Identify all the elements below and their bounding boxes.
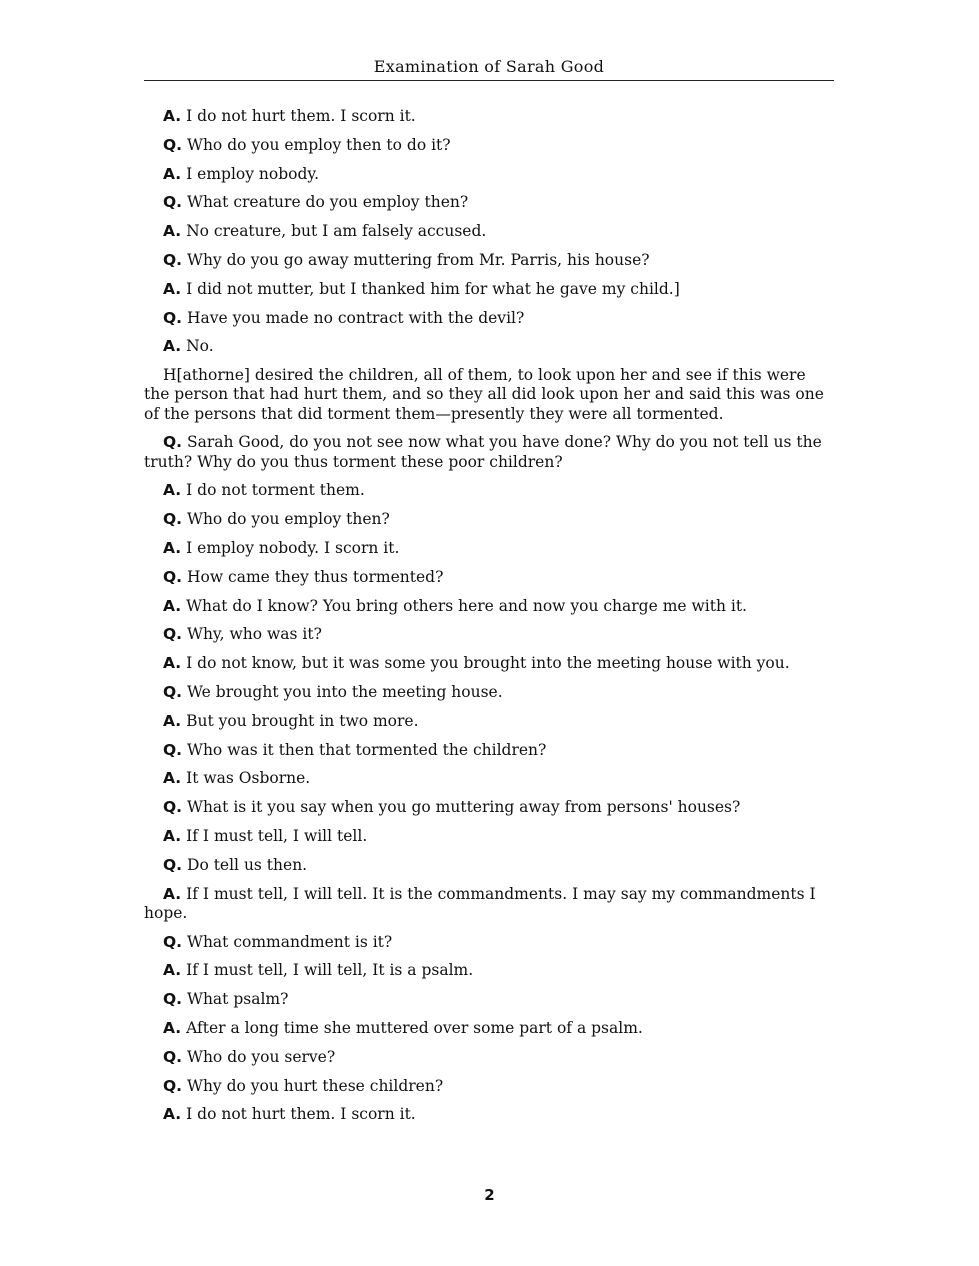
- speaker-label: Q.: [163, 740, 183, 759]
- paragraph-text: Why, who was it?: [187, 625, 322, 644]
- paragraph-text: If I must tell, I will tell.: [186, 826, 368, 845]
- paragraph-text: It was Osborne.: [186, 769, 311, 788]
- speaker-label: Q.: [163, 798, 183, 817]
- transcript-paragraph: [144, 827, 834, 846]
- transcript-paragraph: [144, 961, 834, 980]
- paragraph-text: Why do you go away muttering from Mr. Parris, his house?: [187, 250, 650, 269]
- transcript-paragraph: [144, 1105, 834, 1124]
- paragraph-text: I do not hurt them. I scorn it.: [186, 107, 416, 125]
- paragraph-text: If I must tell, I will tell. It is the commandments. I may say my commandments I hope.: [144, 884, 816, 922]
- paragraph-text: Who was it then that tormented the children?: [187, 740, 547, 759]
- transcript-paragraph: [144, 568, 834, 587]
- transcript-paragraph: [144, 1019, 834, 1038]
- speaker-label: Q.: [163, 567, 183, 586]
- speaker-label: A.: [163, 884, 182, 903]
- header-rule: [144, 80, 834, 81]
- transcript-paragraph: [144, 712, 834, 731]
- paragraph-text: What psalm?: [187, 990, 289, 1009]
- speaker-label: A.: [163, 337, 182, 356]
- speaker-label: Q.: [163, 855, 183, 874]
- transcript-body: [144, 107, 834, 1134]
- speaker-label: A.: [163, 538, 182, 557]
- speaker-label: A.: [163, 1105, 182, 1124]
- speaker-label: A.: [163, 279, 182, 298]
- speaker-label: Q.: [163, 193, 183, 212]
- transcript-paragraph: [144, 280, 834, 299]
- paragraph-text: What creature do you employ then?: [187, 193, 469, 212]
- paragraph-text: I do not know, but it was some you brought into the meeting house with you.: [186, 654, 790, 673]
- transcript-paragraph: [144, 933, 834, 952]
- paragraph-text: I employ nobody. I scorn it.: [186, 538, 400, 557]
- transcript-paragraph: [144, 683, 834, 702]
- transcript-paragraph: [144, 433, 834, 471]
- speaker-label: A.: [163, 596, 182, 615]
- paragraph-text: We brought you into the meeting house.: [187, 682, 503, 701]
- speaker-label: Q.: [163, 1076, 183, 1095]
- transcript-paragraph: [144, 539, 834, 558]
- transcript-paragraph: [144, 309, 834, 328]
- transcript-paragraph: [144, 625, 834, 644]
- paragraph-text: H[athorne] desired the children, all of them, to look upon her and see if this were the person that had hurt them, and so they all did look upon her and said this was one of the persons that did torment them—presently they were all tormented.: [144, 366, 824, 423]
- speaker-label: Q.: [163, 308, 183, 327]
- transcript-paragraph: [144, 885, 834, 923]
- transcript-paragraph: [144, 481, 834, 500]
- narrative-paragraph: [144, 366, 834, 424]
- paragraph-text: I employ nobody.: [186, 164, 320, 183]
- paragraph-text: What commandment is it?: [187, 932, 393, 951]
- paragraph-text: Why do you hurt these children?: [187, 1076, 444, 1095]
- transcript-paragraph: [144, 798, 834, 817]
- speaker-label: A.: [163, 481, 182, 500]
- speaker-label: A.: [163, 711, 182, 730]
- speaker-label: A.: [163, 164, 182, 183]
- speaker-label: A.: [163, 654, 182, 673]
- speaker-label: A.: [163, 107, 182, 125]
- speaker-label: Q.: [163, 433, 183, 452]
- speaker-label: Q.: [163, 682, 183, 701]
- transcript-paragraph: [144, 337, 834, 356]
- paragraph-text: No.: [186, 337, 214, 356]
- paragraph-text: If I must tell, I will tell, It is a psalm.: [186, 961, 474, 980]
- paragraph-text: Who do you serve?: [187, 1047, 336, 1066]
- speaker-label: Q.: [163, 250, 183, 269]
- transcript-paragraph: [144, 1048, 834, 1067]
- paragraph-text: I do not torment them.: [186, 481, 365, 500]
- speaker-label: Q.: [163, 510, 183, 529]
- transcript-paragraph: [144, 193, 834, 212]
- speaker-label: Q.: [163, 932, 183, 951]
- transcript-paragraph: [144, 990, 834, 1009]
- page-number: 2: [484, 1186, 495, 1204]
- paragraph-text: What is it you say when you go muttering away from persons' houses?: [187, 798, 741, 817]
- paragraph-text: Have you made no contract with the devil?: [187, 308, 525, 327]
- transcript-paragraph: [144, 741, 834, 760]
- speaker-label: A.: [163, 1018, 182, 1037]
- paragraph-text: After a long time she muttered over some part of a psalm.: [186, 1018, 643, 1037]
- speaker-label: A.: [163, 826, 182, 845]
- paragraph-text: No creature, but I am falsely accused.: [186, 222, 487, 241]
- paragraph-text: But you brought in two more.: [186, 711, 419, 730]
- transcript-paragraph: [144, 165, 834, 184]
- speaker-label: A.: [163, 769, 182, 788]
- paragraph-text: What do I know? You bring others here and now you charge me with it.: [186, 596, 747, 615]
- speaker-label: Q.: [163, 135, 183, 154]
- transcript-paragraph: [144, 222, 834, 241]
- paragraph-text: How came they thus tormented?: [187, 567, 444, 586]
- transcript-paragraph: [144, 1077, 834, 1096]
- transcript-paragraph: [144, 251, 834, 270]
- speaker-label: A.: [163, 961, 182, 980]
- speaker-label: A.: [163, 222, 182, 241]
- speaker-label: Q.: [163, 990, 183, 1009]
- transcript-paragraph: [144, 597, 834, 616]
- transcript-paragraph: [144, 769, 834, 788]
- transcript-paragraph: [144, 107, 834, 126]
- speaker-label: Q.: [163, 1047, 183, 1066]
- transcript-paragraph: [144, 136, 834, 155]
- paragraph-text: Sarah Good, do you not see now what you have done? Why do you not tell us the truth? Why do you thus torment these poor children?: [144, 433, 822, 471]
- paragraph-text: Do tell us then.: [187, 855, 308, 874]
- transcript-paragraph: [144, 510, 834, 529]
- paragraph-text: Who do you employ then to do it?: [187, 135, 451, 154]
- paragraph-text: I do not hurt them. I scorn it.: [186, 1105, 416, 1124]
- transcript-paragraph: [144, 856, 834, 875]
- paragraph-text: I did not mutter, but I thanked him for what he gave my child.]: [186, 279, 680, 298]
- paragraph-text: Who do you employ then?: [187, 510, 390, 529]
- running-header: Examination of Sarah Good: [373, 57, 605, 76]
- transcript-paragraph: [144, 654, 834, 673]
- speaker-label: Q.: [163, 625, 183, 644]
